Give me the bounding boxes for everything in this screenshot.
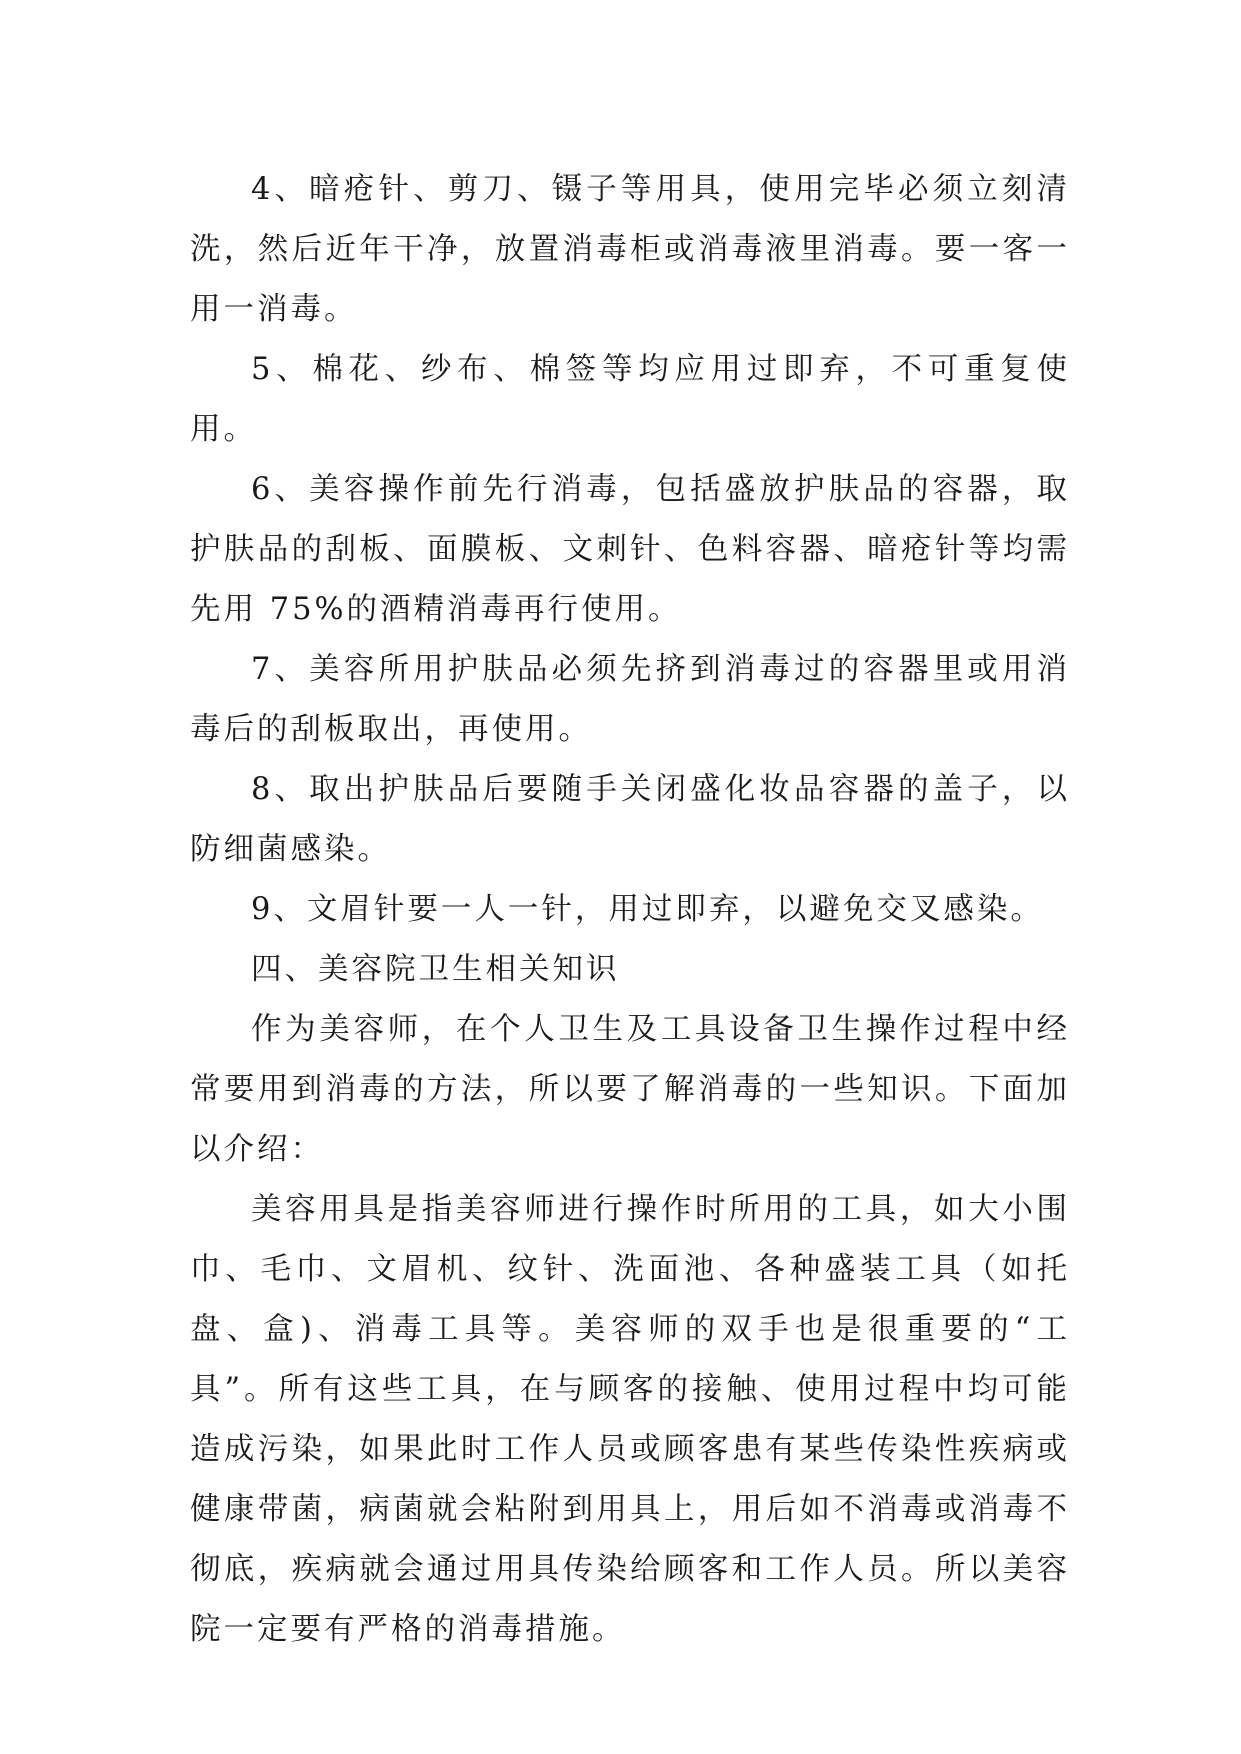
- section-heading: 四、美容院卫生相关知识: [251, 952, 620, 987]
- paragraph-item-4: 4、暗疮针、剪刀、镊子等用具，使用完毕必须立刻清洗，然后近年干净，放置消毒柜或消毒液里消毒。要一客一用一消毒。: [190, 172, 1070, 327]
- paragraph-tools: 美容用具是指美容师进行操作时所用的工具，如大小围巾、毛巾、文眉机、纹针、洗面池、各种盛装工具（如托盘、盒)、消毒工具等。美容师的双手也是很重要的“工具”。所有这些工具，在与顾客的接触、使用过程中均可能造成污染，如果此时工作人员或顾客患有某些传染性疾病或健康带菌，病菌就会粘附到用具上，用后如不消毒或消毒不彻底，疾病就会通过用具传染给顾客和工作人员。所以美容院一定要有严格的消毒措施。: [190, 1192, 1070, 1647]
- paragraph-item-9: 9、文眉针要一人一针，用过即弃，以避免交叉感染。: [251, 892, 1044, 927]
- paragraph-intro: 作为美容师，在个人卫生及工具设备卫生操作过程中经常要用到消毒的方法，所以要了解消毒的一些知识。下面加以介绍：: [190, 1012, 1070, 1167]
- paragraph-item-6: 6、美容操作前先行消毒，包括盛放护肤品的容器，取护肤品的刮板、面膜板、文刺针、色料容器、暗疮针等均需先用 75%的酒精消毒再行使用。: [190, 472, 1070, 627]
- paragraph-item-5: 5、棉花、纱布、棉签等均应用过即弃，不可重复使用。: [190, 352, 1070, 447]
- document-body: [190, 160, 1070, 1660]
- paragraph-item-8: 8、取出护肤品后要随手关闭盛化妆品容器的盖子，以防细菌感染。: [190, 772, 1070, 867]
- paragraph-item-7: 7、美容所用护肤品必须先挤到消毒过的容器里或用消毒后的刮板取出，再使用。: [190, 652, 1070, 747]
